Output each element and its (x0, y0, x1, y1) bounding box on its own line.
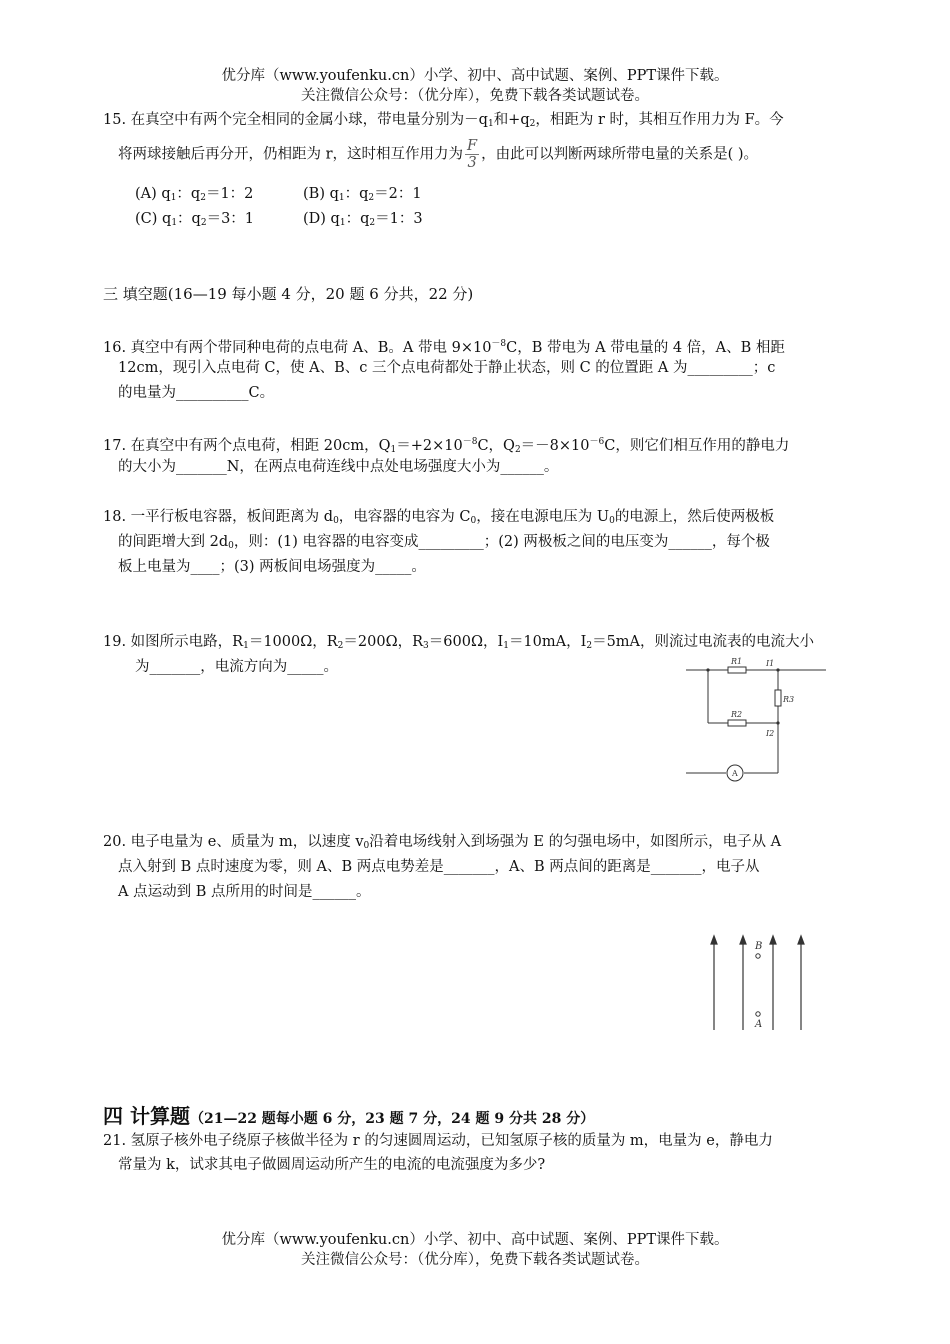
q20-line-2: 点入射到 B 点时速度为零，则 A、B 两点电势差是_______，A、B 两点间的距离是_______，电子从 (118, 859, 760, 875)
q18-line-2: 的间距增大到 $2d_0$，则：(1) 电容器的电容变成_________；(2) 两极板之间的电压变为______，每个极 (118, 534, 770, 551)
junction-dot (776, 668, 779, 671)
label-b: B (755, 941, 763, 952)
footer-line-1: 优分库（www.youfenku.cn）小学、初中、高中试题、案例、PPT课件下载。 (221, 1232, 729, 1248)
q15-options-row-1 (135, 184, 471, 208)
label-r3: R3 (783, 695, 795, 704)
label-a: A (755, 1019, 763, 1030)
label-i1: I1 (766, 659, 775, 668)
header-line-1: 优分库（www.youfenku.cn）小学、初中、高中试题、案例、PPT课件下载。 (221, 68, 729, 84)
q15-option-c: (C) $q_1$：$q_2=3$：1 (135, 211, 255, 228)
q17-line-2: 的大小为_______N，在两点电荷连线中点处电场强度大小为______。 (118, 459, 559, 475)
q19-circuit-diagram (686, 655, 836, 785)
junction-dot (776, 721, 779, 724)
field-arrow (798, 936, 804, 944)
footer-line-2: 关注微信公众号：（优分库），免费下载各类试题试卷。 (301, 1252, 649, 1268)
q20-line-1: 20. 电子电量为 e、质量为 m，以速度 $v_0$沿着电场线射入到场强为 E 的匀强电场中，如图所示，电子从 A (103, 834, 782, 851)
q19-line-1: 19. 如图所示电路，$R_1=1000\Omega$，$R_2=200\Omega$，$R_3=600\Omega$，$I_1=10mA$，$I_2=5mA$，则流过电流表的电流大小 (103, 634, 815, 651)
q16-line-2: 12cm，现引入点电荷 C，使 A、B、c 三个点电荷都处于静止状态，则 C 的位置距 A 为_________；c (118, 360, 776, 376)
header-line-2: 关注微信公众号：（优分库），免费下载各类试题试卷。 (301, 88, 649, 104)
field-arrow (740, 936, 746, 944)
q15-option-a: (A) $q_1$：$q_2=1$：2 (135, 186, 254, 203)
q20-line-3: A 点运动到 B 点所用的时间是______。 (118, 884, 371, 900)
label-r1: R1 (731, 657, 743, 666)
resistor-r1 (728, 667, 746, 673)
label-r2: R2 (731, 710, 743, 719)
q19-line-2: 为_______，电流方向为_____。 (135, 659, 338, 675)
label-i2: I2 (766, 729, 775, 738)
resistor-r3 (775, 690, 781, 706)
q15-options-row-2 (135, 209, 471, 233)
section-3-title: 三 填空题(16—19 每小题 4 分，20 题 6 分共，22 分) (103, 285, 474, 303)
junction-dot (706, 668, 709, 671)
q21-line-2: 常量为 k，试求其电子做圆周运动所产生的电流的电流强度为多少? (118, 1157, 546, 1173)
q15-option-b: (B) $q_1$：$q_2=2$：1 (303, 186, 422, 203)
q16-line-3: 的电量为__________C。 (118, 385, 275, 401)
field-arrow (770, 936, 776, 944)
q20-electric-field-diagram (700, 934, 810, 1034)
q15-line-1: 15. 在真空中有两个完全相同的金属小球，带电量分别为$-q_1$和$+q_2$，相距为 r 时，其相互作用力为 F。今 (103, 112, 784, 129)
section-4-title: 四 计算题（21—22 题每小题 6 分，23 题 7 分，24 题 9 分共 28 分） (103, 1104, 595, 1128)
field-arrow (711, 936, 717, 944)
label-ammeter: A (732, 769, 738, 778)
resistor-r2 (728, 720, 746, 726)
q18-line-3: 板上电量为____；(3) 两板间电场强度为_____。 (118, 559, 426, 575)
q15-line-2: 将两球接触后再分开，仍相距为 r，这时相互作用力为 $\frac{F}{3}$ ，由此可以判断两球所带电量的关系是( )。 (118, 138, 759, 171)
q18-line-1: 18. 一平行板电容器，板间距离为 $d_0$，电容器的电容为 $C_0$，接在电源电压为 $U_0$的电源上，然后使两极板 (103, 509, 775, 526)
q15-option-d: (D) $q_1$：$q_2=1$：3 (303, 211, 423, 228)
q16-line-1: 16. 真空中有两个带同种电荷的点电荷 A、B。A 带电 $9\times 10^{-8}C$，B 带电为 A 带电量的 4 倍，A、B 相距 (103, 339, 785, 356)
point-b (756, 954, 760, 958)
fraction-f-over-3: $\frac{F}{3}$ (467, 138, 478, 171)
point-a (756, 1012, 760, 1016)
q21-line-1: 21. 氢原子核外电子绕原子核做半径为 r 的匀速圆周运动，已知氢原子核的质量为 m，电量为 e，静电力 (103, 1133, 773, 1149)
q17-line-1: 17. 在真空中有两个点电荷，相距 20cm，$Q_1=+2\times 10^{-8}C$，$Q_2=-8\times 10^{-6}C$，则它们相互作用的静电力 (103, 437, 790, 455)
